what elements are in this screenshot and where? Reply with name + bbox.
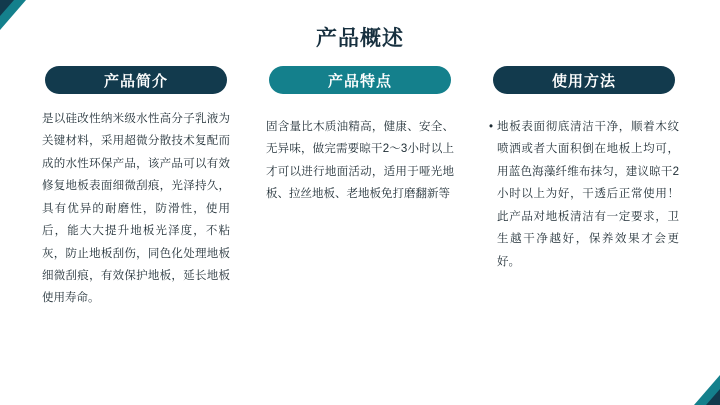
decorative-corner-top-left-dark (0, 0, 14, 16)
column-heading-product-intro: 产品简介 (45, 66, 227, 94)
page-title: 产品概述 (316, 27, 404, 50)
column-usage-method (481, 66, 687, 386)
column-heading-usage-method: 使用方法 (493, 66, 675, 94)
bullet-dot-icon: • (489, 121, 494, 133)
column-body-usage-method-text: 地板表面彻底清洁干净，顺着木纹喷洒或者大面积倒在地板上均可，用蓝色海藻纤维布抹匀，建议晾干2小时以上为好，干透后正常使用！此产品对地板清洁有一定要求，卫生越干净越好，保养效果才会更好。 (497, 121, 679, 268)
column-product-intro (33, 66, 239, 386)
column-product-features (257, 66, 463, 386)
column-body-product-features: 固含量比木质油精高，健康、安全、无异味，做完需要晾干2～3小时以上才可以进行地面活动，适用于哑光地板、拉丝地板、老地板免打磨翻新等 (266, 121, 454, 201)
content-columns (0, 66, 720, 386)
column-heading-product-features: 产品特点 (269, 66, 451, 94)
decorative-corner-bottom-right-dark (706, 389, 720, 405)
column-body-product-intro: 是以硅改性纳米级水性高分子乳液为关键材料，采用超微分散技术复配而成的水性环保产品，该产品可以有效修复地板表面细微刮痕，光泽持久，具有优异的耐磨性，防滑性，使用后，能大大提升地板光泽度，不粘灰，防止地板刮伤，同色化处理地板细微刮痕，有效保护地板，延长地板使用寿命。 (42, 113, 230, 305)
column-body-usage-method (489, 116, 679, 273)
